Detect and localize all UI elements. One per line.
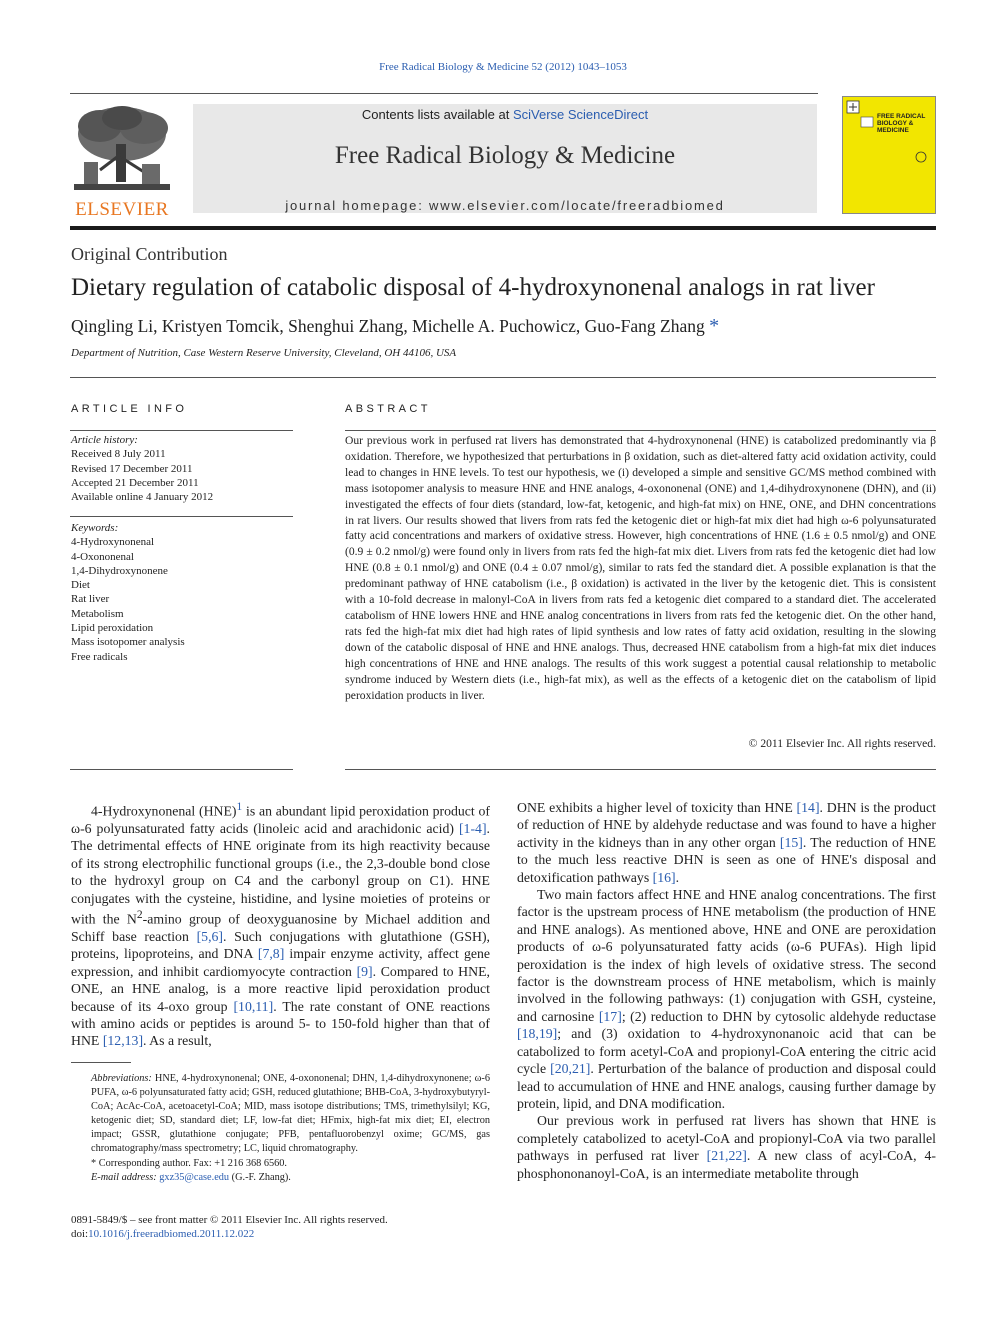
citation-link[interactable]: [16]	[652, 869, 676, 885]
history-revised: Revised 17 December 2011	[71, 462, 193, 475]
keyword-item: Diet	[71, 579, 90, 592]
corresponding-author-link[interactable]: *	[709, 315, 720, 337]
journal-homepage[interactable]: journal homepage: www.elsevier.com/locate/freeradbiomed	[285, 198, 725, 213]
issn-line: 0891-5849/$ – see front matter © 2011 Elsevier Inc. All rights reserved.	[71, 1214, 388, 1226]
keyword-item: 4-Oxononenal	[71, 550, 134, 563]
history-received: Received 8 July 2011	[71, 448, 166, 461]
citation-link[interactable]: [14]	[796, 800, 820, 815]
abstract-heading: ABSTRACT	[345, 403, 431, 415]
email-footnote	[71, 1171, 490, 1185]
affiliation-rule	[70, 377, 936, 378]
body-text: is an abundant lipid peroxidation product of ω-6 polyunsaturated fatty acids (linoleic acid and arachidonic acid)	[71, 803, 490, 836]
abbreviations-footnote	[71, 1072, 490, 1157]
body-text: . The detrimental effects of HNE originate from its high reactivity because of its strong electrophilic functional groups (i.e., the 2,3-double bond close to the hydroxyl group on C4 and the carbonyl group on C1). HNE conjugates with the cysteine, histidine, and lysine moieties of proteins or with the N	[71, 821, 490, 927]
header-top-rule	[70, 93, 818, 94]
abstract-rule-bottom	[345, 769, 936, 770]
superscript: 2	[136, 909, 143, 922]
keywords-label: Keywords:	[71, 522, 119, 534]
doi-line	[71, 1227, 388, 1241]
email-suffix: (G.-F. Zhang).	[229, 1171, 291, 1183]
contents-availability	[193, 106, 817, 123]
citation-link[interactable]: [15]	[779, 834, 803, 850]
journal-citation[interactable]: Free Radical Biology & Medicine 52 (2012) 1043–1053	[379, 61, 627, 73]
body-paragraph	[517, 886, 936, 1112]
citation-link[interactable]: [20,21]	[550, 1061, 591, 1077]
email-link[interactable]: gxz35@case.edu	[159, 1171, 230, 1183]
body-text: Our previous work in perfused rat livers has shown that HNE is completely catabolized to acetyl-CoA and propionyl-CoA via two parallel pathways in perfused rat liver	[517, 1113, 936, 1164]
keyword-item: Mass isotopomer analysis	[71, 636, 185, 649]
citation-link[interactable]: [10,11]	[233, 998, 274, 1014]
body-text: . Compared to HNE, ONE, an HNE analog, is a more reactive lipid peroxidation product because of its 4-oxo group	[71, 963, 490, 1014]
sciencedirect-link[interactable]: SciVerse ScienceDirect	[512, 107, 649, 122]
body-text: . DHN is the product of reduction of HNE by aldehyde reductase and was found to have a higher activity in the kidneys than in any other organ	[517, 800, 937, 850]
article-title: Dietary regulation of catabolic disposal of 4-hydroxynonenal analogs in rat liver	[71, 274, 875, 301]
abstract-rule-top	[345, 430, 936, 431]
history-online: Available online 4 January 2012	[71, 491, 214, 504]
keyword-item: Metabolism	[71, 607, 124, 620]
citation-link[interactable]: [21,22]	[706, 1148, 747, 1164]
article-info-heading: ARTICLE INFO	[71, 403, 188, 415]
article-section-label: Original Contribution	[71, 244, 228, 264]
doi-prefix: doi:	[71, 1228, 89, 1240]
keyword-item: 4-Hydroxynonenal	[71, 536, 155, 549]
footnote-rule	[71, 1062, 131, 1063]
body-text: ; and (3) oxidation to 4-hydroxynonanoic acid that can be catabolized to form acetyl-CoA and propionyl-CoA entering the citric acid cycle	[517, 1026, 936, 1077]
body-text: . Perturbation of the balance of production and disposal could lead to accumulation of HNE and HNE analogs, causing further damage by protein, lipid, and DNA modification.	[517, 1061, 936, 1111]
header-thick-rule	[70, 226, 936, 230]
body-text: .	[675, 869, 680, 885]
citation-link[interactable]: [18,19]	[517, 1026, 558, 1042]
email-label: E-mail address:	[91, 1171, 157, 1183]
body-text: . As a result,	[143, 1033, 212, 1049]
citation-link[interactable]: [5,6]	[196, 929, 224, 945]
article-info-rule-mid	[70, 516, 293, 517]
body-text: . The rate constant of ONE reactions with amino acids or peptides is around 5- to 150-fold higher than that of HNE	[71, 998, 490, 1049]
body-column-right	[517, 799, 936, 1182]
author-list	[71, 315, 719, 338]
abstract-text: Our previous work in perfused rat livers has demonstrated that 4-hydroxynonenal (HNE) is catabolized predominantly via β oxidation. Therefore, we hypothesized that perturbations in β oxidation, such as diet-altered fatty acid oxidation activity, could lead to changes in HNE levels. To test our hypothesis, we (i) developed a simple and sensitive GC/MS method combined with mass isotopomer analysis to measure HNE and HNE analogs, 4-oxononenal (ONE) and 1,4-dihydroxynonene (DHN), and (ii) investigated the effects of four diets (standard, low-fat, ketogenic, and high-fat mix) on HNE, ONE, and DHN concentrations in rat livers. Our results showed that livers from rats fed the ketogenic diet or high-fat mix diet had high ω-6 polyunsaturated fatty acid concentrations and markers of oxidative stress. However, high concentrations of HNE (1.6 ± 0.5 nmol/g) and ONE (0.9 ± 0.2 nmol/g) were found only in livers from rats fed the high-fat mix diet. Livers from rats fed the ketogenic diet had low HNE (0.8 ± 0.1 nmol/g) and ONE (0.4 ± 0.07 nmol/g), similar to rats fed the standard diet. A possible explanation is that the predominant pathway of HNE catabolism (i.e., β oxidation) is activated in the liver by the ketogenic diet. This is consistent with a 10-fold decrease in malonyl-CoA in livers from rats fed a ketogenic diet compared to a standard diet. The accelerated catabolism of HNE lowers HNE and HNE analog concentrations in livers from rats fed the ketogenic diet. On the other hand, rats fed the high-fat mix diet had high rates of lipid synthesis and low rates of fatty acid oxidation, resulting in the slowing down of the catabolic disposal of HNE and HNE analogs. Thus, decreased HNE catabolism from a high-fat mix diet induces high concentrations of HNE and HNE analogs. The results of this work suggest a potential causal relationship to metabolic syndrome induced by Western diets (i.e., high-fat mix), as well as the effects of a ketogenic diet on the catabolism of lipid peroxidation products in liver.	[345, 434, 936, 702]
keyword-item: Lipid peroxidation	[71, 622, 154, 635]
body-text: . A new class of acyl-CoA, 4-phosphononanoyl-CoA, is an intermediate metabolite through	[517, 1148, 936, 1181]
body-text: ONE exhibits a higher level of toxicity than HNE	[517, 800, 797, 815]
body-text: 4-Hydroxynonenal (HNE)	[91, 803, 237, 819]
abbreviations-text: HNE, 4-hydroxynonenal; ONE, 4-oxononenal; DHN, 1,4-dihydroxynonene; ω-6 PUFA, ω-6 polyunsaturated fatty acid; GSH, reduced glutathione; BHB-CoA, 3-hydroxybutyryl-CoA; AcAc-CoA, acetoacetyl-CoA; MID, mass isotope distributions; TMS, trimethylsilyl; KG, ketogenic diet; SD, standard diet; LF, low-fat diet; HFmix, high-fat mix diet; EI, electron impact; GSSR, glutathione conjugate; PFB, pentafluorobenzyl oxime; GC/MS, gas chromatography/mass spectrometry; LC, liquid chromatography.	[91, 1073, 490, 1155]
abbreviations-label: Abbreviations:	[91, 1073, 152, 1084]
article-history	[71, 433, 213, 504]
doi-link[interactable]: 10.1016/j.freeradbiomed.2011.12.022	[88, 1228, 255, 1240]
citation-link[interactable]: [7,8]	[257, 946, 285, 962]
body-text: Two main factors affect HNE and HNE analog concentrations. The first factor is the upstream process of HNE metabolism (the production of HNE and HNE analogs). As mentioned above, HNE and ONE are peroxidation products of ω-6 polyunsaturated fatty acids (ω-6 PUFAs). High lipid peroxidation is the index of high levels of oxidative stress. The second factor is the downstream process of HNE metabolism, which is mainly involved in the following pathways: (1) conjugation with GSH, cysteine, and carnosine	[517, 887, 936, 1024]
body-text: ; (2) reduction to DHN by cytosolic aldehyde reductase	[621, 1008, 937, 1024]
article-info-rule-bottom	[70, 769, 293, 770]
body-column-left	[71, 799, 490, 1050]
authors-text: Qingling Li, Kristyen Tomcik, Shenghui Zhang, Michelle A. Puchowicz, Guo-Fang Zhang	[71, 316, 705, 336]
keyword-item: Free radicals	[71, 650, 128, 663]
body-text: . The reduction of HNE to the much less reactive DHN is seen as one of HNE's disposal and detoxification pathways	[517, 834, 936, 885]
body-text: . Such conjugations with glutathione (GSH), proteins, lipoproteins, and DNA	[71, 929, 490, 962]
footnote-ref[interactable]: 1	[236, 801, 243, 813]
abstract-copyright: © 2011 Elsevier Inc. All rights reserved.	[748, 737, 936, 750]
body-text: -amino group of deoxyguanosine by Michael addition and Schiff base reaction	[71, 911, 490, 945]
citation-link[interactable]: [1-4]	[458, 821, 487, 836]
elsevier-tree-icon	[70, 104, 174, 194]
journal-banner	[193, 104, 817, 213]
elsevier-logo[interactable]	[70, 104, 174, 220]
cover-title: FREE RADICAL BIOLOGY & MEDICINE	[877, 113, 926, 134]
footnotes	[71, 1072, 490, 1185]
body-paragraph	[517, 799, 936, 886]
corresponding-footnote: * Corresponding author. Fax: +1 216 368 6560.	[91, 1157, 288, 1169]
history-label: Article history:	[71, 434, 138, 446]
keywords-list	[71, 521, 185, 664]
front-matter	[71, 1213, 388, 1241]
author-affiliation: Department of Nutrition, Case Western Reserve University, Cleveland, OH 44106, USA	[71, 347, 457, 359]
body-paragraph	[71, 799, 490, 1050]
citation-link[interactable]: [17]	[598, 1008, 622, 1024]
article-info-rule-top	[70, 430, 293, 431]
journal-name: Free Radical Biology & Medicine	[334, 142, 676, 169]
body-paragraph	[517, 1112, 936, 1182]
journal-cover-thumbnail[interactable]	[842, 96, 936, 214]
body-text: impair enzyme activity, affect gene expression, and inhibit cardiomyocyte contraction	[71, 946, 491, 979]
contents-prefix: Contents lists available at	[361, 107, 513, 122]
citation-link[interactable]: [12,13]	[102, 1033, 144, 1049]
citation-link[interactable]: [9]	[356, 963, 373, 979]
elsevier-wordmark: ELSEVIER	[75, 199, 169, 220]
history-accepted: Accepted 21 December 2011	[71, 476, 199, 489]
keyword-item: Rat liver	[71, 593, 110, 606]
keyword-item: 1,4-Dihydroxynonene	[71, 564, 168, 577]
